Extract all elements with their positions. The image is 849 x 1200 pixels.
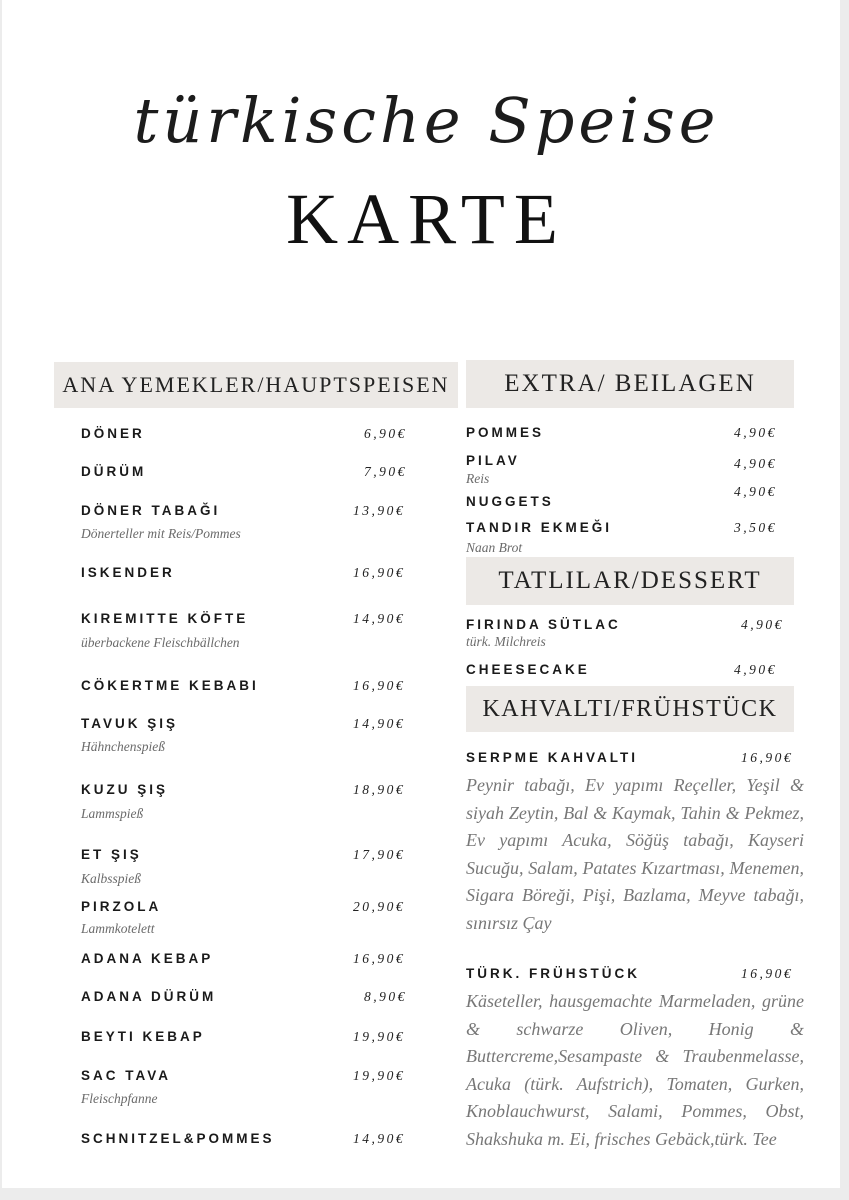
item-price: 4,90€ bbox=[734, 662, 777, 677]
item-name: KIREMITTE KÖFTE bbox=[81, 611, 249, 626]
item-name: TÜRK. FRÜHSTÜCK bbox=[466, 966, 640, 981]
section-header-extra: EXTRA/ BEILAGEN bbox=[466, 360, 794, 408]
item-price: 14,90€ bbox=[353, 1131, 406, 1146]
item-description: Naan Brot bbox=[466, 540, 523, 555]
item-name: SCHNITZEL&POMMES bbox=[81, 1131, 275, 1146]
item-description: überbackene Fleischbällchen bbox=[81, 635, 240, 650]
item-name: DÖNER bbox=[81, 426, 145, 441]
item-name: DÜRÜM bbox=[81, 464, 147, 479]
item-price: 6,90€ bbox=[364, 426, 407, 441]
item-description: Hähnchenspieß bbox=[81, 739, 165, 754]
item-price: 7,90€ bbox=[364, 464, 407, 479]
item-description: türk. Milchreis bbox=[466, 634, 546, 649]
item-name: TANDIR EKMEĞI bbox=[466, 520, 612, 535]
item-name: ET ŞIŞ bbox=[81, 847, 142, 862]
item-name: CÖKERTME KEBABI bbox=[81, 678, 259, 693]
item-description: Lammkotelett bbox=[81, 921, 155, 936]
item-description: Reis bbox=[466, 471, 490, 486]
item-price: 13,90€ bbox=[353, 503, 406, 518]
item-price: 4,90€ bbox=[734, 456, 777, 471]
item-price: 20,90€ bbox=[353, 899, 406, 914]
item-price: 14,90€ bbox=[353, 611, 406, 626]
item-name: ADANA KEBAP bbox=[81, 951, 214, 966]
item-price: 16,90€ bbox=[353, 565, 406, 580]
item-name: TAVUK ŞIŞ bbox=[81, 716, 179, 731]
item-name: BEYTI KEBAP bbox=[81, 1029, 205, 1044]
menu-page bbox=[2, 0, 840, 1188]
item-price: 4,90€ bbox=[734, 484, 777, 499]
item-price: 19,90€ bbox=[353, 1029, 406, 1044]
main-title: KARTE bbox=[286, 179, 567, 259]
item-price: 16,90€ bbox=[741, 966, 794, 981]
item-name: NUGGETS bbox=[466, 494, 554, 509]
item-description: Lammspieß bbox=[81, 806, 144, 821]
item-price: 16,90€ bbox=[353, 678, 406, 693]
item-description: Käseteller, hausgemachte Marmeladen, grüne & schwarze Oliven, Honig & Buttercreme,Sesampaste & Traubenmelasse, Acuka (türk. Aufstrich), Tomaten, Gurken, Knoblauchwurst, Salami, Pommes, Obst, Shakshuka m. Ei, frisches Gebäck,türk. Tee bbox=[466, 991, 804, 1149]
script-title: türkische Speise bbox=[133, 84, 720, 157]
item-name: SAC TAVA bbox=[81, 1068, 171, 1083]
item-price: 4,90€ bbox=[741, 617, 784, 632]
item-name: SERPME KAHVALTI bbox=[466, 750, 639, 765]
item-name: FIRINDA SÜTLAC bbox=[466, 617, 621, 632]
section-header-breakfast: KAHVALTI/FRÜHSTÜCK bbox=[466, 686, 794, 732]
item-price: 18,90€ bbox=[353, 782, 406, 797]
item-name: PIRZOLA bbox=[81, 899, 162, 914]
item-description: Peynir tabağı, Ev yapımı Reçeller, Yeşil & siyah Zeytin, Bal & Kaymak, Tahin & Pekmez, Ev yapımı Acuka, Söğüş tabağı, Kayseri Sucuğu, Salam, Patates Kızartması, Menemen, Sigara Böreği, Pişi, Bazlama, Meyve tabağı, sınırsız Çay bbox=[466, 775, 804, 933]
item-name: ISKENDER bbox=[81, 565, 175, 580]
item-name: DÖNER TABAĞI bbox=[81, 503, 221, 518]
section-header-main: ANA YEMEKLER/HAUPTSPEISEN bbox=[54, 362, 458, 408]
item-name: POMMES bbox=[466, 425, 545, 440]
item-name: PILAV bbox=[466, 453, 520, 468]
item-name: CHEESECAKE bbox=[466, 662, 590, 677]
item-price: 19,90€ bbox=[353, 1068, 406, 1083]
item-description: Kalbsspieß bbox=[81, 871, 142, 886]
item-name: ADANA DÜRÜM bbox=[81, 989, 217, 1004]
item-name: KUZU ŞIŞ bbox=[81, 782, 169, 797]
section-header-dessert: TATLILAR/DESSERT bbox=[466, 557, 794, 605]
item-price: 16,90€ bbox=[741, 750, 794, 765]
item-price: 16,90€ bbox=[353, 951, 406, 966]
item-price: 14,90€ bbox=[353, 716, 406, 731]
item-price: 17,90€ bbox=[353, 847, 406, 862]
item-price: 3,50€ bbox=[734, 520, 777, 535]
item-price: 4,90€ bbox=[734, 425, 777, 440]
item-description: Dönerteller mit Reis/Pommes bbox=[81, 526, 241, 541]
item-description: Fleischpfanne bbox=[81, 1091, 158, 1106]
item-price: 8,90€ bbox=[364, 989, 407, 1004]
